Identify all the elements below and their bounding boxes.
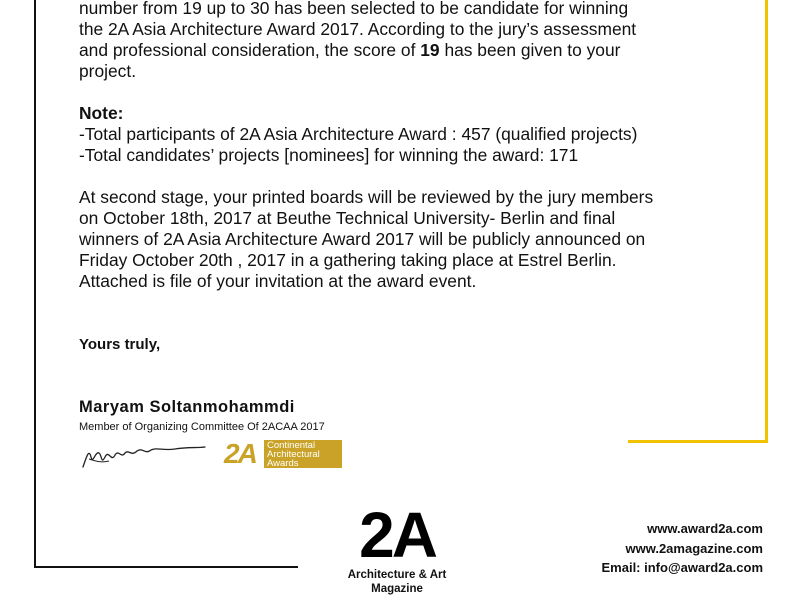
text-line: number from 19 up to 30 has been selected to be candidate for winning: [79, 0, 629, 18]
text-line: has been given to your: [439, 40, 621, 60]
contact-block: [602, 519, 764, 578]
continental-architectural-awards-logo: [224, 440, 342, 468]
text-line: project.: [79, 61, 137, 81]
closing-salutation: Yours truly,: [79, 336, 161, 353]
text-line: Friday October 20th , 2017 in a gathering taking place at Estrel Berlin.: [79, 250, 617, 270]
frame-left-border: [34, 0, 36, 568]
caca-logo-mark: 2A: [224, 438, 256, 469]
magazine-logo-line1: Architecture & Art: [347, 569, 447, 581]
magazine-logo-line2: Magazine: [371, 583, 423, 595]
magazine-logo-mark: 2A: [359, 499, 435, 571]
paragraph-selection: [79, 0, 719, 82]
website-award-link[interactable]: www.award2a.com: [647, 521, 763, 536]
frame-bottom-border: [34, 566, 298, 568]
score-value: 19: [420, 40, 440, 60]
note-line: -Total candidates’ projects [nominees] for winning the award: 171: [79, 145, 579, 165]
architecture-art-magazine-logo: [342, 499, 452, 596]
text-line: Attached is file of your invitation at the award event.: [79, 271, 477, 291]
email-link[interactable]: Email: info@award2a.com: [601, 560, 763, 575]
text-line: on October 18th, 2017 at Beuthe Technical University- Berlin and final: [79, 208, 616, 228]
accent-right-border: [765, 0, 768, 442]
handwritten-signature: [79, 437, 209, 473]
text-line: and professional consideration, the score of: [79, 40, 421, 60]
text-line: At second stage, your printed boards will be reviewed by the jury members: [79, 187, 654, 207]
text-line: the 2A Asia Architecture Award 2017. According to the jury’s assessment: [79, 19, 637, 39]
letter-body: [79, 0, 719, 292]
paragraph-note: [79, 103, 719, 166]
signer-role: Member of Organizing Committee Of 2ACAA 2017: [79, 421, 325, 433]
signer-name: Maryam Soltanmohammdi: [79, 398, 295, 416]
note-line: -Total participants of 2A Asia Architecture Award : 457 (qualified projects): [79, 124, 638, 144]
note-title: Note:: [79, 103, 124, 123]
caca-logo-text: Continental Architectural Awards: [264, 440, 342, 468]
website-magazine-link[interactable]: www.2amagazine.com: [625, 540, 763, 556]
paragraph-second-stage: [79, 187, 719, 292]
accent-bottom-border: [628, 440, 768, 443]
text-line: winners of 2A Asia Architecture Award 2017 will be publicly announced on: [79, 229, 646, 249]
